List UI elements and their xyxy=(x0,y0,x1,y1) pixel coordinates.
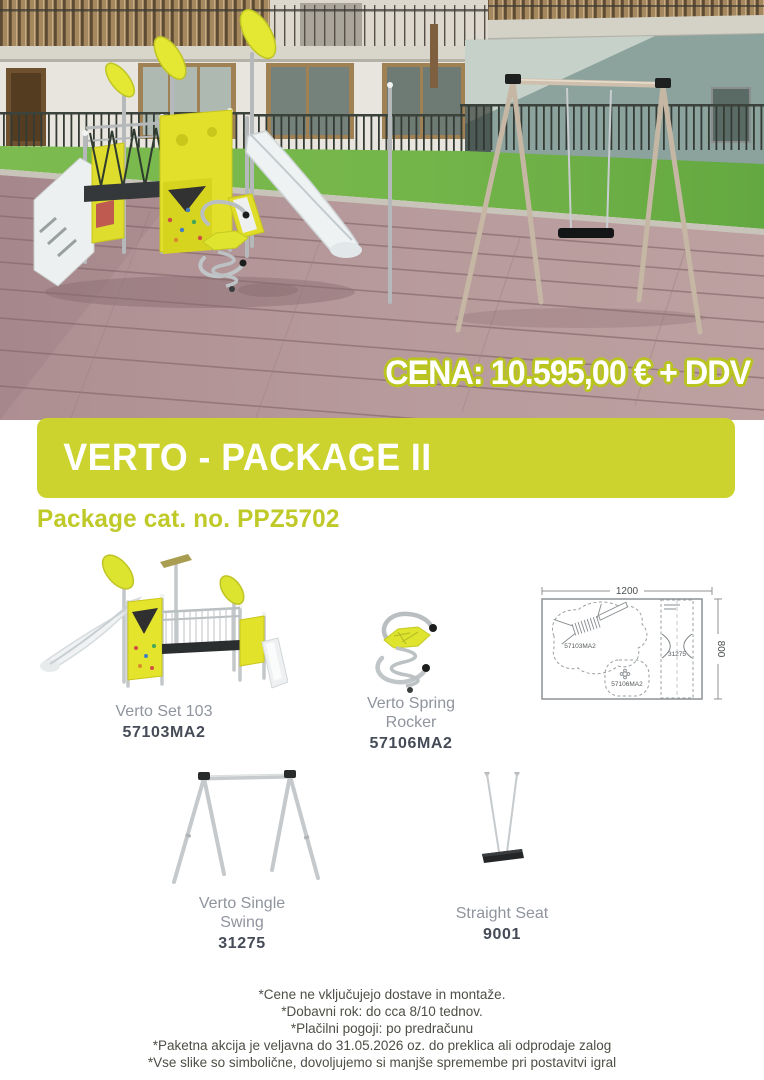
product-code: 9001 xyxy=(483,926,521,943)
downpipe xyxy=(430,24,438,88)
footnote-line: *Paketna akcija je veljavna do 31.05.2026 oz. do preklica ali odprodaje zalog xyxy=(152,1038,612,1053)
price-text: CENA: 10.595,00 € + DDV xyxy=(384,354,750,392)
product-label-spring-rocker xyxy=(352,694,470,753)
footnote-line: *Vse slike so simbolične, dovoljujemo si manjše spremembe pri postavitvi igral xyxy=(147,1055,617,1070)
diagram-rocker-label: 57106MA2 xyxy=(611,681,643,688)
straight-seat-image xyxy=(474,770,530,882)
layout-diagram xyxy=(532,584,726,704)
product-name: Verto Single Swing xyxy=(198,895,286,931)
catalog-number: Package cat. no. PPZ5702 xyxy=(37,505,340,533)
playground-photo xyxy=(0,0,764,420)
bridge xyxy=(162,608,240,654)
product-label-verto-set xyxy=(38,702,290,742)
spring-rocker-image xyxy=(360,602,464,694)
diagram-width-label: 1200 xyxy=(615,586,639,597)
footnote-line: *Dobavni rok: do cca 8/10 tednov. xyxy=(281,1004,483,1019)
diagram-set-label: 57103MA2 xyxy=(564,643,596,650)
product-code: 57106MA2 xyxy=(369,735,453,752)
title-banner xyxy=(37,418,735,498)
verto-set-image xyxy=(36,550,288,698)
package-title: VERTO - PACKAGE II xyxy=(63,437,432,479)
product-label-single-swing xyxy=(183,894,301,953)
main-tower xyxy=(128,598,162,680)
footnote-line: *Plačilni pogoji: po predračunu xyxy=(290,1021,474,1036)
product-name: Straight Seat xyxy=(455,905,549,922)
footnotes xyxy=(0,988,764,1073)
footnote-line: *Cene ne vključujejo dostave in montaže. xyxy=(258,987,506,1002)
swing-seat xyxy=(558,228,614,238)
product-name: Verto Spring Rocker xyxy=(366,695,456,731)
single-swing-image xyxy=(166,768,328,892)
product-code: 31275 xyxy=(218,935,266,952)
product-name: Verto Set 103 xyxy=(115,703,213,720)
diagram-height-label: 800 xyxy=(715,640,726,658)
product-code: 57103MA2 xyxy=(122,724,206,741)
product-label-straight-seat xyxy=(432,904,572,944)
diagram-swing-label: 31275 xyxy=(667,651,687,658)
